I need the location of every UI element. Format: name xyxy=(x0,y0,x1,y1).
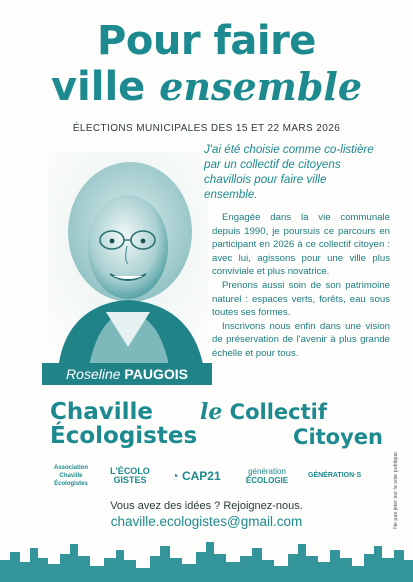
title-word-ensemble: ensemble xyxy=(159,64,363,109)
brand-ecologistes: Écologistes xyxy=(50,423,198,449)
paragraph-vision: Inscrivons nous enfin dans une vision de préservation de l'avenir à plus grande échelle et pour tous. xyxy=(212,320,390,359)
intro-statement: J'ai été choisie comme co-listière par un collectif de citoyens chavillois pour faire ville ensemble. xyxy=(204,143,374,201)
candidate-last-name: PAUGOIS xyxy=(124,366,188,382)
logo-cap21: ◔ CAP21 xyxy=(171,469,221,483)
brand-collectif-citoyen xyxy=(200,400,385,450)
legal-notice: Ne pas jeter sur la voie publique. xyxy=(393,450,399,530)
brand-chaville: Chaville xyxy=(50,399,154,425)
logo-les-ecologistes: L'ÉCOLO GISTES xyxy=(110,466,150,485)
partner-logos xyxy=(48,463,360,489)
elections-date: ÉLECTIONS MUNICIPALES DES 15 ET 22 MARS 2026 xyxy=(72,123,341,134)
cap21-icon: ◔ xyxy=(171,469,179,483)
brand-chaville-ecologistes xyxy=(50,400,210,448)
candidate-first-name: Roseline xyxy=(66,366,121,382)
contact-email[interactable]: chaville.ecologistes@gmail.com xyxy=(110,514,303,529)
candidate-portrait xyxy=(48,152,208,370)
body-text xyxy=(212,211,390,361)
candidate-name-banner xyxy=(42,363,212,385)
brand-collectif: Collectif xyxy=(229,400,327,424)
brand-citoyen: Citoyen xyxy=(293,425,383,449)
logo-generation-ecologie: génération ÉCOLOGIE xyxy=(245,467,289,485)
brand-le-collectif xyxy=(200,400,385,425)
logo-association-chaville-ecologistes: Association Chaville Écologistes xyxy=(53,465,88,487)
logo-generations: GÉNÉRATION·S xyxy=(308,472,362,479)
brand-le: le xyxy=(200,399,223,425)
title-line-1: Pour faire xyxy=(97,18,316,64)
call-to-action: Vous avez des idées ? Rejoignez-nous. xyxy=(110,500,303,512)
city-skyline-illustration xyxy=(0,530,413,582)
paragraph-engagement: Engagée dans la vie communale depuis 1990, je poursuis ce parcours en participant en 2026 à ce collectif citoyen : avec lui, agissons pour une ville plus conviviale et plus novatrice. xyxy=(212,212,390,278)
title-word-ville: ville xyxy=(50,64,146,110)
title-line-2 xyxy=(0,64,413,110)
paragraph-patrimoine: Prenons aussi soin de son patrimoine naturel : espaces verts, forêts, eau sous toutes ses formes. xyxy=(212,279,390,319)
